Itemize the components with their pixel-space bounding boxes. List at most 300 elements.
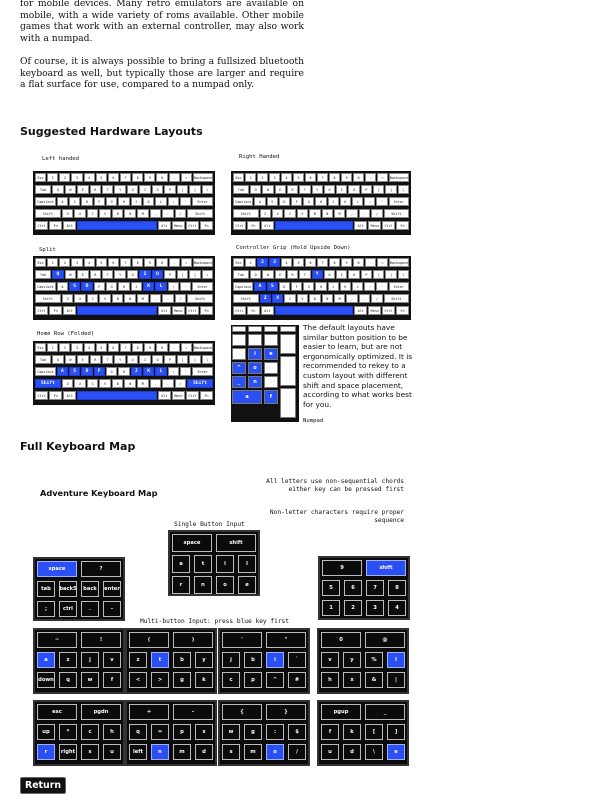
key: Z xyxy=(260,294,271,303)
map-key: v xyxy=(321,652,339,668)
key: R xyxy=(90,355,101,364)
key: E xyxy=(77,355,88,364)
key: B xyxy=(309,294,320,303)
key: X xyxy=(74,379,86,388)
key: W xyxy=(65,270,76,279)
key: 8 xyxy=(132,343,143,352)
key: / xyxy=(175,294,187,303)
key: D xyxy=(81,197,92,206)
key: Alt xyxy=(63,391,76,400)
key: Menu xyxy=(172,391,185,400)
key: Q xyxy=(52,185,63,194)
key: . xyxy=(359,209,370,218)
key: Ctrl xyxy=(35,221,48,230)
key: 9 xyxy=(341,258,352,267)
key: Shift xyxy=(187,379,213,388)
numpad-key: _ xyxy=(232,376,246,388)
key: Ctrl xyxy=(233,221,246,230)
key: P xyxy=(164,185,175,194)
key: U xyxy=(324,185,335,194)
key: 5 xyxy=(96,343,107,352)
key: 5 xyxy=(96,258,107,267)
map-key: u xyxy=(103,744,121,760)
key: R xyxy=(90,185,101,194)
map-key: ) xyxy=(173,632,213,648)
key: G xyxy=(303,197,314,206)
map-key: l xyxy=(238,555,256,573)
keyboard-row xyxy=(233,282,409,291)
key: B xyxy=(112,209,124,218)
key: ' xyxy=(180,367,191,376)
return-button[interactable]: Return xyxy=(20,777,66,794)
key xyxy=(275,306,354,315)
map-key: h xyxy=(103,724,121,740)
key: ; xyxy=(168,367,179,376)
key: ; xyxy=(168,197,179,206)
map-key: * xyxy=(59,724,77,740)
numpad-key xyxy=(248,334,262,346)
map-key: space xyxy=(172,534,212,552)
key: Shift xyxy=(384,209,410,218)
key: R xyxy=(287,185,298,194)
map-key: n xyxy=(151,744,169,760)
key: Capslock xyxy=(35,282,56,291)
map-key: b xyxy=(173,652,191,668)
map-key: # xyxy=(288,672,306,688)
map-key: j xyxy=(222,652,240,668)
key: F xyxy=(291,197,302,206)
key: - xyxy=(365,258,376,267)
key: Fn xyxy=(396,306,409,315)
key: Q xyxy=(250,185,261,194)
key: P xyxy=(361,185,372,194)
key: ' xyxy=(180,282,191,291)
keyboard-row xyxy=(233,185,409,194)
key: Shift xyxy=(384,294,410,303)
map-key: v xyxy=(103,652,121,668)
map-key: / xyxy=(288,744,306,760)
key: Backspace xyxy=(389,173,409,182)
key: Backspace xyxy=(193,343,213,352)
map-key: { xyxy=(222,704,262,720)
key: Shift xyxy=(35,379,61,388)
map-key: p xyxy=(173,724,191,740)
layout-caption-numpad: Numpad xyxy=(303,418,324,424)
map-group-multi-8 xyxy=(317,700,409,766)
map-key: ? xyxy=(81,561,121,577)
key: V xyxy=(99,379,111,388)
key: X xyxy=(272,209,283,218)
map-key: shift xyxy=(366,560,406,576)
key: = xyxy=(377,173,388,182)
map-key: 9 xyxy=(322,560,362,576)
key: D xyxy=(81,367,92,376)
key: \ xyxy=(202,355,213,364)
key: 4 xyxy=(281,173,292,182)
key: M xyxy=(334,294,345,303)
map-group-multi-5 xyxy=(33,700,125,766)
key: / xyxy=(175,209,187,218)
key: T xyxy=(299,270,310,279)
key: Menu xyxy=(172,221,185,230)
key: C xyxy=(87,209,99,218)
key: Ctrl xyxy=(233,306,246,315)
key: Fn xyxy=(49,391,62,400)
map-key: s xyxy=(81,744,99,760)
map-key: ! xyxy=(81,632,121,648)
key: E xyxy=(77,185,88,194)
key: 6 xyxy=(108,258,119,267)
map-key: ` xyxy=(288,652,306,668)
key: 0 xyxy=(353,173,364,182)
key: 6 xyxy=(108,343,119,352)
keyboard-home-row xyxy=(33,341,215,405)
key: Enter xyxy=(192,197,213,206)
key: 3 xyxy=(71,343,82,352)
keyboard-controller-grip xyxy=(231,256,411,320)
map-key: t xyxy=(151,652,169,668)
key: K xyxy=(143,367,154,376)
key: 8 xyxy=(132,173,143,182)
key: S xyxy=(69,197,80,206)
key: B xyxy=(309,209,320,218)
key: Tab xyxy=(233,270,249,279)
key: Fn xyxy=(49,221,62,230)
key: Alt xyxy=(354,221,367,230)
key: M xyxy=(334,209,345,218)
key: ; xyxy=(364,282,375,291)
map-key: } xyxy=(266,704,306,720)
key: / xyxy=(371,209,382,218)
map-key: & xyxy=(365,672,383,688)
key: Y xyxy=(114,185,125,194)
key: Q xyxy=(250,270,261,279)
keyboard-row xyxy=(35,221,213,230)
key: Ctrl xyxy=(35,306,48,315)
key: V xyxy=(99,209,111,218)
map-key: esc xyxy=(37,704,77,720)
key: Y xyxy=(312,270,323,279)
numpad-diagram xyxy=(231,325,299,422)
map-key: . xyxy=(81,601,99,617)
map-key: c xyxy=(81,724,99,740)
keyboard-row xyxy=(233,306,409,315)
map-key: u xyxy=(321,744,339,760)
key: S xyxy=(69,282,80,291)
map-key: w xyxy=(81,672,99,688)
key: H xyxy=(118,197,129,206)
key: I xyxy=(139,355,150,364)
key: Ctrl xyxy=(186,391,199,400)
map-key: q xyxy=(59,672,77,688)
key: Tab xyxy=(35,270,51,279)
numpad-key: f xyxy=(264,390,278,404)
key: ] xyxy=(189,185,200,194)
map-key: a xyxy=(172,555,190,573)
key: ] xyxy=(385,185,396,194)
key: S xyxy=(69,367,80,376)
key: 1 xyxy=(47,173,58,182)
key: 4 xyxy=(281,258,292,267)
key: 2 xyxy=(257,258,268,267)
key: Fn xyxy=(247,306,260,315)
key: U xyxy=(127,355,138,364)
key: Shift xyxy=(233,209,259,218)
key: Y xyxy=(312,185,323,194)
map-key: ~ xyxy=(37,632,77,648)
numpad-key xyxy=(232,348,246,360)
key: M xyxy=(137,209,149,218)
key: 8 xyxy=(132,258,143,267)
key: 7 xyxy=(120,173,131,182)
keyboard-row xyxy=(35,306,213,315)
key: J xyxy=(328,197,339,206)
key: ' xyxy=(376,197,387,206)
map-key: pgup xyxy=(321,704,361,720)
key: S xyxy=(267,197,278,206)
map-key: ; xyxy=(37,601,55,617)
layout-caption-right: Right Handed xyxy=(239,154,280,160)
key: Esc xyxy=(233,258,244,267)
numpad-key: i xyxy=(248,348,262,360)
map-key: 6 xyxy=(344,580,362,596)
key: Backspace xyxy=(389,258,409,267)
key: 4 xyxy=(84,343,95,352)
map-group-multi-3 xyxy=(218,628,310,694)
key: O xyxy=(348,185,359,194)
map-key: f xyxy=(321,724,339,740)
key: ' xyxy=(180,197,191,206)
keyboard-row xyxy=(233,270,409,279)
key: H xyxy=(315,282,326,291)
key: F xyxy=(94,367,105,376)
key: 1 xyxy=(47,258,58,267)
key: W xyxy=(65,185,76,194)
map-key: p xyxy=(244,672,262,688)
key: W xyxy=(262,270,273,279)
key: T xyxy=(102,270,113,279)
map-group-multi-1 xyxy=(33,628,125,694)
map-key: r xyxy=(37,744,55,760)
key: H xyxy=(118,367,129,376)
key: Shift xyxy=(35,209,61,218)
key: . xyxy=(162,294,174,303)
key: ; xyxy=(168,282,179,291)
key: 0 xyxy=(156,343,167,352)
key: U xyxy=(324,270,335,279)
key: Shift xyxy=(35,294,61,303)
key: Z xyxy=(62,209,74,218)
section-title-layouts: Suggested Hardware Layouts xyxy=(20,125,203,138)
keyboard-row xyxy=(233,258,409,267)
key: ] xyxy=(189,270,200,279)
keyboard-left-handed xyxy=(33,171,215,235)
key xyxy=(77,391,157,400)
map-group-multi-4 xyxy=(317,628,409,694)
key: , xyxy=(150,379,162,388)
key: Alt xyxy=(261,221,274,230)
key: T xyxy=(102,355,113,364)
map-key: w xyxy=(222,724,240,740)
key: W xyxy=(65,355,76,364)
keyboard-row xyxy=(233,294,409,303)
map-key: space xyxy=(37,561,77,577)
key: [ xyxy=(177,270,188,279)
map-note-symbols: Non-letter characters require proper sequence xyxy=(269,509,404,524)
key: E xyxy=(275,270,286,279)
keyboard-split xyxy=(33,256,215,320)
map-key: y xyxy=(343,652,361,668)
key: Backspace xyxy=(193,173,213,182)
key: Enter xyxy=(192,367,213,376)
numpad-key: ^ xyxy=(232,362,246,374)
map-key: left xyxy=(129,744,147,760)
numpad-key: e xyxy=(264,348,278,360)
map-key: e xyxy=(387,744,405,760)
keyboard-row xyxy=(233,221,409,230)
map-key: j xyxy=(81,652,99,668)
key: X xyxy=(74,209,86,218)
map-key: down xyxy=(37,672,55,688)
map-key: ^ xyxy=(266,672,284,688)
numpad-key xyxy=(248,326,262,332)
numpad-key: n xyxy=(248,376,262,388)
key: D xyxy=(279,197,290,206)
key: Tab xyxy=(35,185,51,194)
map-key: y xyxy=(195,652,213,668)
key: F xyxy=(291,282,302,291)
keyboard-row xyxy=(35,379,213,388)
map-group-multi-6 xyxy=(125,700,217,766)
key: C xyxy=(87,379,99,388)
key: Capslock xyxy=(35,197,56,206)
key: ] xyxy=(385,270,396,279)
multi-input-label: Multi-button Input: press blue key first xyxy=(140,618,290,625)
key: S xyxy=(267,282,278,291)
key: Esc xyxy=(233,173,244,182)
numpad-key xyxy=(232,334,246,346)
key: C xyxy=(284,294,295,303)
key: 3 xyxy=(269,258,280,267)
key: B xyxy=(112,379,124,388)
key: A xyxy=(254,197,265,206)
key: , xyxy=(346,294,357,303)
numpad-key xyxy=(280,334,296,354)
key: 2 xyxy=(59,258,70,267)
map-key: up xyxy=(37,724,55,740)
key: 8 xyxy=(329,173,340,182)
keyboard-row xyxy=(35,270,213,279)
map-key: : xyxy=(266,724,284,740)
key: 9 xyxy=(144,173,155,182)
key: 8 xyxy=(329,258,340,267)
key: 6 xyxy=(305,258,316,267)
numpad-key: o xyxy=(248,362,262,374)
key: 0 xyxy=(156,258,167,267)
key: Z xyxy=(62,294,74,303)
key: G xyxy=(303,282,314,291)
map-key: r xyxy=(172,576,190,594)
key xyxy=(77,221,157,230)
map-key: o xyxy=(266,744,284,760)
key: Shift xyxy=(187,294,213,303)
key: Y xyxy=(114,355,125,364)
map-key: 0 xyxy=(321,632,361,648)
key: = xyxy=(181,343,192,352)
map-key: ' xyxy=(222,632,262,648)
key: Enter xyxy=(389,282,409,291)
key: 1 xyxy=(245,173,256,182)
key: H xyxy=(315,197,326,206)
key: D xyxy=(279,282,290,291)
key: P xyxy=(164,270,175,279)
key: O xyxy=(348,270,359,279)
map-key: k xyxy=(195,672,213,688)
layout-caption-grip: Controller Grip (Hold Upside Down) xyxy=(236,245,351,251)
key: 5 xyxy=(293,173,304,182)
key: V xyxy=(297,209,308,218)
key: Alt xyxy=(158,221,171,230)
map-group-single xyxy=(168,530,260,596)
map-key: e xyxy=(238,576,256,594)
key: G xyxy=(106,197,117,206)
numpad-key: a xyxy=(232,390,262,404)
key: \ xyxy=(398,270,409,279)
key: 0 xyxy=(353,258,364,267)
key: Fn xyxy=(200,391,213,400)
map-key: g xyxy=(244,724,262,740)
key: I xyxy=(336,270,347,279)
key: Esc xyxy=(35,173,46,182)
key: 2 xyxy=(59,343,70,352)
key: \ xyxy=(202,270,213,279)
map-key: s xyxy=(222,744,240,760)
key: Esc xyxy=(35,258,46,267)
key: U xyxy=(127,185,138,194)
layout-caption-split: Split xyxy=(39,247,56,253)
map-key: b xyxy=(244,652,262,668)
key: D xyxy=(81,282,92,291)
key: P xyxy=(361,270,372,279)
map-group-right-top xyxy=(318,556,410,620)
map-key: x xyxy=(343,672,361,688)
key: , xyxy=(150,209,162,218)
key: [ xyxy=(373,185,384,194)
key: V xyxy=(99,294,111,303)
key: A xyxy=(57,197,68,206)
map-key: g xyxy=(173,672,191,688)
key: ' xyxy=(376,282,387,291)
map-key: 4 xyxy=(388,600,406,616)
map-key: 8 xyxy=(388,580,406,596)
key: Alt xyxy=(354,306,367,315)
layout-caption-left: Left handed xyxy=(42,156,80,162)
keyboard-row xyxy=(35,355,213,364)
key: X xyxy=(272,294,283,303)
key: M xyxy=(137,379,149,388)
map-key: - xyxy=(173,704,213,720)
map-key: i xyxy=(266,652,284,668)
key: J xyxy=(328,282,339,291)
key: Ctrl xyxy=(35,391,48,400)
intro-paragraph-2: Of course, it is always possible to bring a fullsized bluetooth keyboard as well, but typically those are larger and require a flat surface for use, compared to a numpad only. xyxy=(20,56,304,91)
key: 7 xyxy=(120,343,131,352)
key: - xyxy=(169,258,180,267)
key: = xyxy=(377,258,388,267)
map-key: - xyxy=(103,601,121,617)
key: Ctrl xyxy=(382,306,395,315)
key: / xyxy=(175,379,187,388)
